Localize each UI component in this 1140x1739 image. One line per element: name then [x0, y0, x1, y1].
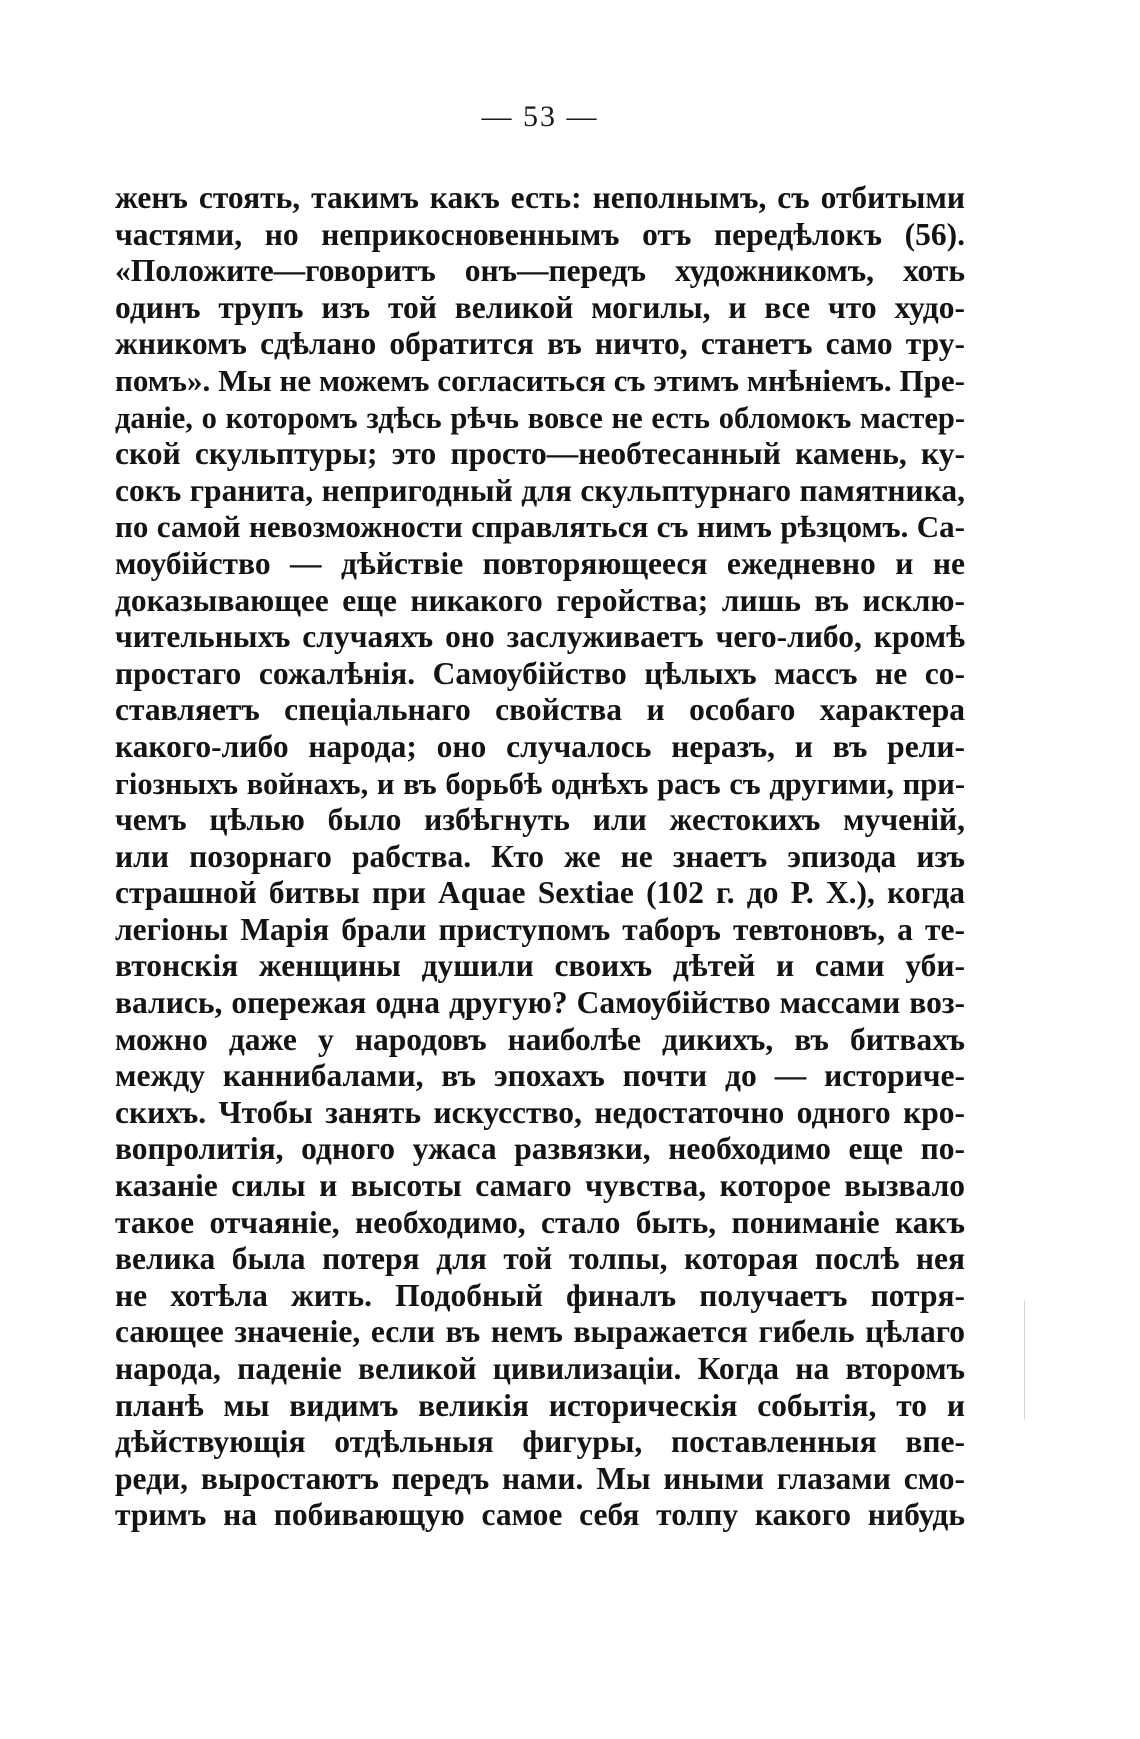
text-line: сокъ гранита, непригодный для скульптурнаго памятника,: [115, 472, 965, 508]
text-line: сающее значеніе, если въ немъ выражается гибель цѣлаго: [115, 1314, 965, 1350]
page-edge-mark: [1024, 1300, 1025, 1420]
text-line: жникомъ сдѣлано обратится въ ничто, станетъ само тру-: [115, 326, 965, 362]
text-line: вопролитія, одного ужаса развязки, необходимо еще по-: [115, 1131, 965, 1167]
text-line: не хотѣла жить. Подобный финалъ получаетъ потря-: [115, 1277, 965, 1313]
text-line: казаніе силы и высоты самаго чувства, которое вызвало: [115, 1168, 965, 1204]
text-line: между каннибалами, въ эпохахъ почти до — историче-: [115, 1058, 965, 1094]
text-line: простаго сожалѣнія. Самоубійство цѣлыхъ массъ не со-: [115, 655, 965, 691]
text-line: такое отчаяніе, необходимо, стало быть, пониманіе какъ: [115, 1204, 965, 1240]
text-line: страшной битвы при Aquae Sextiae (102 г. до Р. Х.), когда: [115, 875, 965, 911]
text-line: доказывающее еще никакого геройства; лишь въ исклю-: [115, 582, 965, 618]
text-line: скихъ. Чтобы занять искусство, недостаточно одного кро-: [115, 1094, 965, 1130]
text-line: какого-либо народа; оно случалось неразъ, и въ рели-: [115, 728, 965, 764]
text-line: тримъ на побивающую самое себя толпу какого нибудь: [115, 1497, 965, 1533]
text-line: дѣйствующія отдѣльныя фигуры, поставленныя впе-: [115, 1424, 965, 1460]
text-line: народа, паденіе великой цивилизаціи. Когда на второмъ: [115, 1351, 965, 1386]
text-line: реди, выростаютъ передъ нами. Мы иными глазами смо-: [115, 1460, 965, 1496]
text-line: легіоны Марія брали приступомъ таборъ тевтоновъ, а те-: [115, 911, 965, 947]
text-line: даніе, о которомъ здѣсь рѣчь вовсе не есть обломокъ мастер-: [115, 400, 965, 435]
text-line: втонскія женщины душили своихъ дѣтей и сами уби-: [115, 948, 965, 984]
text-line: вались, опережая одна другую? Самоубійство массами воз-: [115, 985, 965, 1021]
text-line: чемъ цѣлью было избѣгнуть или жестокихъ мученій,: [115, 802, 965, 838]
text-line: помъ». Мы не можемъ согласиться съ этимъ мнѣніемъ. Пре-: [115, 362, 965, 398]
text-line: или позорнаго рабства. Кто же не знаетъ эпизода изъ: [115, 838, 965, 874]
text-line: гіозныхъ войнахъ, и въ борьбѣ однѣхъ расъ съ другими, при-: [115, 766, 965, 801]
text-line: велика была потеря для той толпы, которая послѣ нея: [115, 1241, 965, 1277]
text-line: частями, но неприкосновеннымъ отъ передѣлокъ (56).: [115, 216, 965, 252]
text-line: можно даже у народовъ наиболѣе дикихъ, въ битвахъ: [115, 1021, 965, 1057]
text-line: одинъ трупъ изъ той великой могилы, и все что худо-: [115, 289, 965, 325]
text-line: моубійство — дѣйствіе повторяющееся ежедневно и не: [115, 545, 965, 581]
text-line: планѣ мы видимъ великія историческія событія, то и: [115, 1387, 965, 1423]
text-line: «Положите—говоритъ онъ—передъ художникомъ, хоть: [115, 253, 965, 289]
text-line: чительныхъ случаяхъ оно заслуживаетъ чего-либо, кромѣ: [115, 619, 965, 655]
text-line: по самой невозможности справляться съ нимъ рѣзцомъ. Са-: [115, 509, 965, 545]
text-line: ставляетъ спеціальнаго свойства и особаго характера: [115, 692, 965, 728]
body-text: [115, 180, 965, 1534]
page-number: — 53 —: [481, 100, 599, 133]
text-line: женъ стоять, такимъ какъ есть: неполнымъ, съ отбитыми: [115, 180, 965, 215]
text-line: ской скульптуры; это просто—необтесанный камень, ку-: [115, 436, 965, 472]
